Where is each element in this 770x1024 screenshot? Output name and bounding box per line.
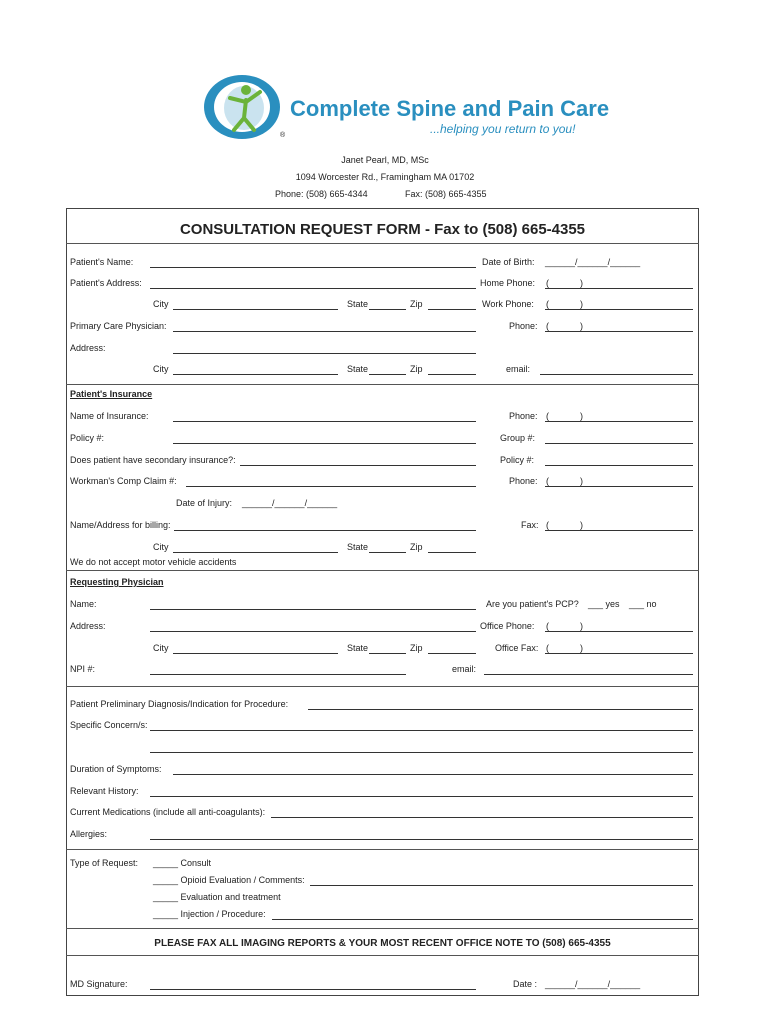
signature-label: MD Signature: <box>70 979 128 989</box>
paren-close: ) <box>580 476 583 486</box>
patient-address-field[interactable] <box>150 288 476 289</box>
physician-email-field[interactable] <box>484 674 693 675</box>
medications-field[interactable] <box>271 817 693 818</box>
patient-name-field[interactable] <box>150 267 476 268</box>
physician-email-label: email: <box>452 664 477 674</box>
pcp-zip-field[interactable] <box>428 374 476 375</box>
group-field[interactable] <box>545 443 693 444</box>
pcp-label: Primary Care Physician: <box>70 321 167 331</box>
logo <box>200 72 290 142</box>
paren-close: ) <box>580 321 583 331</box>
office-phone: Phone: (508) 665-4344 <box>275 189 368 199</box>
signature-date-field[interactable]: ______/______/______ <box>545 979 641 989</box>
dob-field[interactable]: ______/______/______ <box>545 257 641 267</box>
paren-close: ) <box>580 299 583 309</box>
billing-field[interactable] <box>174 530 476 531</box>
patient-address-label: Patient's Address: <box>70 278 142 288</box>
doctor-name: Janet Pearl, MD, MSc <box>341 155 429 165</box>
pcp-email-label: email: <box>506 364 531 374</box>
state-field[interactable] <box>369 309 406 310</box>
pcp-question: Are you patient's PCP? <box>486 599 579 609</box>
pcp-city-field[interactable] <box>173 374 338 375</box>
billing-city-label: City <box>153 542 169 552</box>
form-title: CONSULTATION REQUEST FORM - Fax to (508) 665-4355 <box>179 221 586 238</box>
work-phone-label: Work Phone: <box>482 299 534 309</box>
office-fax-label: Office Fax: <box>495 643 539 653</box>
billing-state-field[interactable] <box>369 552 406 553</box>
physician-state-field[interactable] <box>369 653 406 654</box>
office-fax: Fax: (508) 665-4355 <box>405 189 487 199</box>
insurance-name-label: Name of Insurance: <box>70 411 149 421</box>
concerns-field-line2[interactable] <box>150 752 693 753</box>
divider <box>66 686 699 687</box>
city-field[interactable] <box>173 309 338 310</box>
physician-city-field[interactable] <box>173 653 338 654</box>
group-label: Group #: <box>500 433 536 443</box>
office-phone-label: Office Phone: <box>480 621 535 631</box>
workmans-comp-field[interactable] <box>186 486 476 487</box>
city-label: City <box>153 299 169 309</box>
history-label: Relevant History: <box>70 786 139 796</box>
billing-zip-field[interactable] <box>428 552 476 553</box>
fax-instruction: PLEASE FAX ALL IMAGING REPORTS & YOUR MOST RECENT OFFICE NOTE TO (508) 665-4355 <box>154 938 611 949</box>
concerns-field[interactable] <box>150 730 693 731</box>
mva-note: We do not accept motor vehicle accidents <box>70 557 237 567</box>
office-phone-field[interactable] <box>545 631 693 632</box>
divider <box>66 243 699 244</box>
pcp-email-field[interactable] <box>540 374 693 375</box>
paren-open: ( <box>546 476 549 486</box>
spine-figure-icon <box>200 72 290 142</box>
pcp-phone-field[interactable] <box>545 331 693 332</box>
pcp-state-field[interactable] <box>369 374 406 375</box>
injection-procedure-field[interactable] <box>272 919 693 920</box>
signature-field[interactable] <box>150 989 476 990</box>
diagnosis-field[interactable] <box>308 709 693 710</box>
paren-open: ( <box>546 278 549 288</box>
request-option-evaluation[interactable]: _____ Evaluation and treatment <box>153 892 281 902</box>
physician-name-label: Name: <box>70 599 97 609</box>
policy2-field[interactable] <box>545 465 693 466</box>
divider <box>66 384 699 385</box>
history-field[interactable] <box>150 796 693 797</box>
medications-label: Current Medications (include all anti-coagulants): <box>70 807 266 817</box>
zip-field[interactable] <box>428 309 476 310</box>
divider <box>66 955 699 956</box>
paren-open: ( <box>546 520 549 530</box>
insurance-name-field[interactable] <box>173 421 476 422</box>
paren-close: ) <box>580 278 583 288</box>
policy-label: Policy #: <box>70 433 105 443</box>
office-address: 1094 Worcester Rd., Framingham MA 01702 <box>295 172 475 182</box>
patient-name-label: Patient's Name: <box>70 257 134 267</box>
diagnosis-label: Patient Preliminary Diagnosis/Indication for Procedure: <box>70 699 289 709</box>
divider <box>66 928 699 929</box>
pcp-address-label: Address: <box>70 343 106 353</box>
request-option-consult[interactable]: _____ Consult <box>153 858 212 868</box>
billing-zip-label: Zip <box>410 542 423 552</box>
home-phone-field[interactable] <box>545 288 693 289</box>
policy-field[interactable] <box>173 443 476 444</box>
paren-open: ( <box>546 643 549 653</box>
pcp-yes-option[interactable]: ___ yes <box>588 599 620 609</box>
paren-open: ( <box>546 621 549 631</box>
request-type-label: Type of Request: <box>70 858 139 868</box>
injury-date-label: Date of Injury: <box>176 498 233 508</box>
paren-open: ( <box>546 321 549 331</box>
policy2-label: Policy #: <box>500 455 535 465</box>
request-option-injection[interactable]: _____ Injection / Procedure: <box>153 909 266 919</box>
billing-fax-label: Fax: <box>521 520 539 530</box>
dob-label: Date of Birth: <box>482 257 535 267</box>
state-label: State <box>347 299 369 309</box>
workmans-phone-label: Phone: <box>509 476 538 486</box>
paren-close: ) <box>580 411 583 421</box>
zip-label: Zip <box>410 299 423 309</box>
billing-city-field[interactable] <box>173 552 338 553</box>
pcp-field[interactable] <box>173 331 476 332</box>
pcp-address-field[interactable] <box>173 353 476 354</box>
paren-close: ) <box>580 643 583 653</box>
injury-date-field[interactable]: ______/______/______ <box>242 498 338 508</box>
allergies-field[interactable] <box>150 839 693 840</box>
work-phone-field[interactable] <box>545 309 693 310</box>
billing-state-label: State <box>347 542 369 552</box>
physician-address-field[interactable] <box>150 631 476 632</box>
paren-close: ) <box>580 520 583 530</box>
physician-address-label: Address: <box>70 621 106 631</box>
physician-heading: Requesting Physician <box>70 577 164 587</box>
insurance-phone-label: Phone: <box>509 411 538 421</box>
physician-city-label: City <box>153 643 169 653</box>
logo-tagline: ...helping you return to you! <box>430 122 576 136</box>
physician-state-label: State <box>347 643 369 653</box>
pcp-zip-label: Zip <box>410 364 423 374</box>
billing-fax-field[interactable] <box>545 530 693 531</box>
workmans-phone-field[interactable] <box>545 486 693 487</box>
billing-label: Name/Address for billing: <box>70 520 171 530</box>
secondary-insurance-label: Does patient have secondary insurance?: <box>70 455 236 465</box>
physician-name-field[interactable] <box>150 609 476 610</box>
duration-field[interactable] <box>173 774 693 775</box>
pcp-phone-label: Phone: <box>509 321 538 331</box>
pcp-state-label: State <box>347 364 369 374</box>
signature-date-label: Date : <box>513 979 538 989</box>
physician-zip-field[interactable] <box>428 653 476 654</box>
divider <box>66 849 699 850</box>
workmans-comp-label: Workman's Comp Claim #: <box>70 476 177 486</box>
office-fax-field[interactable] <box>545 653 693 654</box>
divider <box>66 570 699 571</box>
insurance-phone-field[interactable] <box>545 421 693 422</box>
paren-open: ( <box>546 299 549 309</box>
pcp-city-label: City <box>153 364 169 374</box>
concerns-label: Specific Concern/s: <box>70 720 148 730</box>
npi-field[interactable] <box>150 674 406 675</box>
registered-mark: ® <box>280 132 286 139</box>
pcp-no-option[interactable]: ___ no <box>629 599 657 609</box>
opioid-comments-field[interactable] <box>310 885 693 886</box>
allergies-label: Allergies: <box>70 829 108 839</box>
request-option-opioid[interactable]: _____ Opioid Evaluation / Comments: <box>153 875 305 885</box>
paren-close: ) <box>580 621 583 631</box>
home-phone-label: Home Phone: <box>480 278 536 288</box>
physician-zip-label: Zip <box>410 643 423 653</box>
logo-name: Complete Spine and Pain Care <box>290 96 610 121</box>
secondary-insurance-field[interactable] <box>240 465 476 466</box>
npi-label: NPI #: <box>70 664 96 674</box>
duration-label: Duration of Symptoms: <box>70 764 162 774</box>
insurance-heading: Patient's Insurance <box>70 389 153 399</box>
paren-open: ( <box>546 411 549 421</box>
